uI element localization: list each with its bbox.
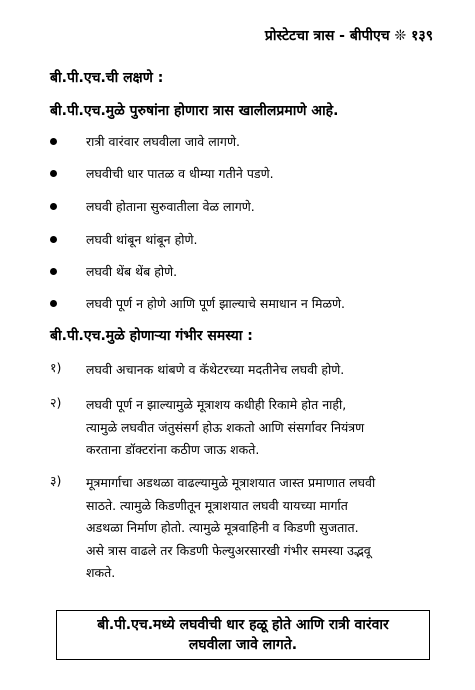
bullet-text: लघवी होताना सुरुवातीला वेळ लागणे. — [86, 199, 255, 214]
text-line: लघवी अचानक थांबणे व कॅथेटरच्या मदतीनेच लघवी होणे. — [86, 362, 345, 377]
bullet-text: रात्री वारंवार लघवीला जावे लागणे. — [86, 134, 240, 149]
bullet-text: लघवीची धार पातळ व धीम्या गतीने पडणे. — [86, 166, 274, 181]
item-text — [86, 472, 435, 585]
text-line: अडथळा निर्माण होतो. त्यामुळे मूत्रवाहिनी व किडणी सुजतात. — [86, 520, 359, 535]
symptoms-heading: बी.पी.एच.ची लक्षणे : — [50, 70, 164, 86]
item-text — [86, 359, 435, 382]
callout-line: लघवीला जावे लागते. — [188, 637, 298, 653]
bullet-text: लघवी पूर्ण न होणे आणि पूर्ण झाल्याचे समाधान न मिळणे. — [86, 296, 345, 311]
text-line: शकते. — [86, 565, 116, 580]
bullet-text: लघवी थेंब थेंब होणे. — [86, 264, 178, 279]
bullet-dot-icon — [50, 268, 57, 275]
item-number: १) — [50, 360, 62, 375]
text-line: असे त्रास वाढले तर किडणी फेल्युअरसारखी गंभीर समस्या उद्भवू — [86, 542, 371, 558]
text-line: लघवी पूर्ण न झाल्यामुळे मूत्राशय कधीही रिकामे होत नाही, — [86, 397, 347, 412]
text-line: करताना डॉक्टरांना कठीण जाऊ शकते. — [86, 442, 260, 457]
symptoms-intro: बी.पी.एच.मुळे पुरुषांना होणारा त्रास खालीलप्रमाणे आहे. — [50, 103, 339, 119]
callout-line: बी.पी.एच.मध्ये लघवीची धार हळू होते आणि रात्री वारंवार — [97, 617, 389, 633]
item-number: ३) — [50, 473, 62, 488]
bullet-dot-icon — [50, 236, 57, 243]
bullet-dot-icon — [50, 138, 57, 145]
bullet-dot-icon — [50, 170, 57, 177]
text-line: त्यामुळे लघवीत जंतुसंसर्ग होऊ शकतो आणि संसर्गावर नियंत्रण — [86, 419, 365, 435]
text-line: मूत्रमार्गाचा अडथळा वाढल्यामुळे मूत्राशयात जास्त प्रमाणात लघवी — [86, 475, 376, 490]
item-text — [86, 394, 435, 462]
complications-heading: बी.पी.एच.मुळे होणाऱ्या गंभीर समस्या : — [50, 328, 253, 344]
text-line: साठते. त्यामुळे किडणीतून मूत्राशयात लघवी यायच्या मार्गात — [86, 497, 348, 513]
item-number: २) — [50, 395, 62, 410]
bullet-text: लघवी थांबून थांबून होणे. — [86, 232, 198, 247]
running-header: प्रोस्टेटचा त्रास - बीपीएच ❊ १३९ — [264, 28, 433, 44]
bullet-dot-icon — [50, 203, 57, 210]
summary-callout-box — [56, 610, 430, 660]
bullet-dot-icon — [50, 300, 57, 307]
